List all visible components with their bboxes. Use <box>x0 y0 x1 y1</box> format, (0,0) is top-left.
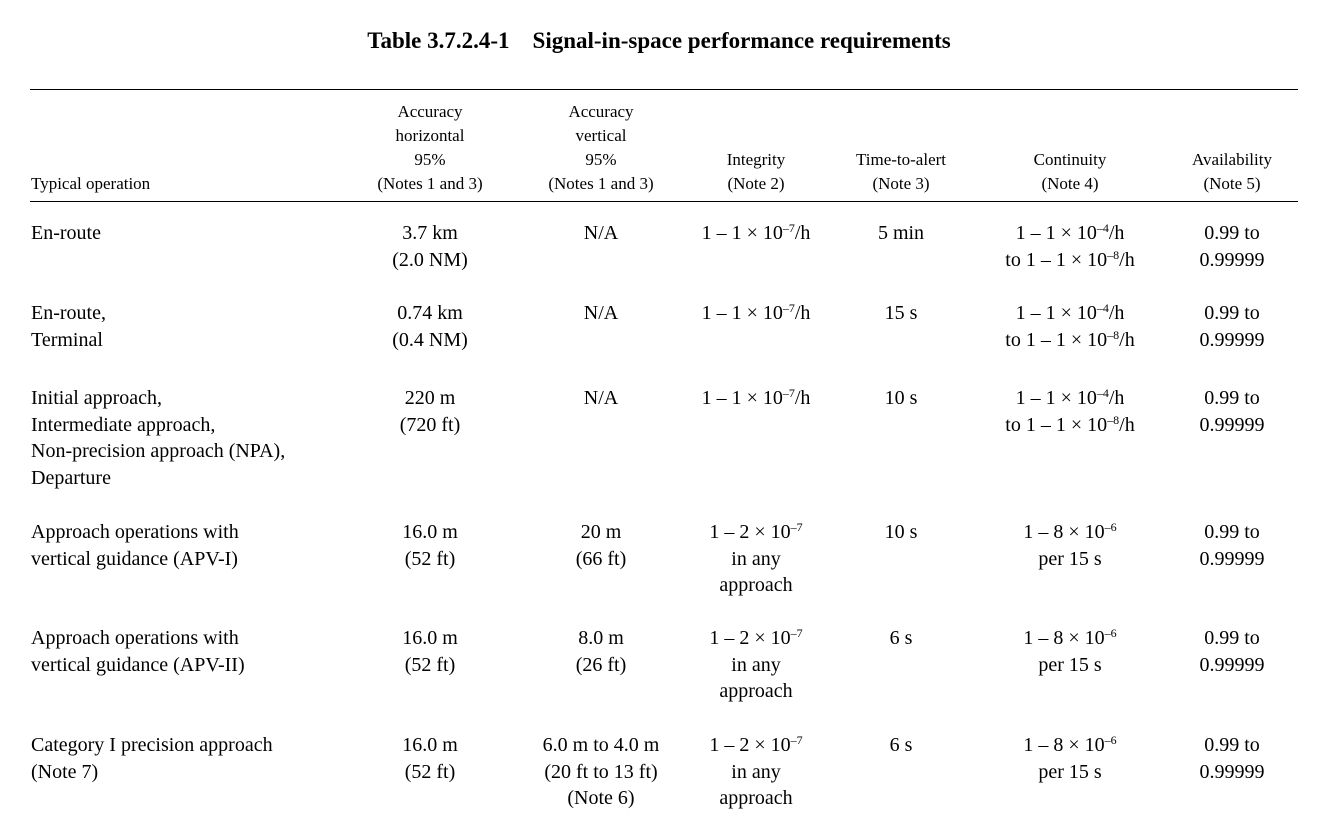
cell-line <box>970 300 1170 327</box>
cell-line: Terminal <box>31 328 103 351</box>
cell-line <box>680 652 832 679</box>
cell-operation <box>31 625 361 678</box>
cell-line <box>970 519 1170 546</box>
cell-line: (Note 6) <box>567 787 635 809</box>
exponent: –4 <box>1096 386 1109 400</box>
cell-integrity <box>680 732 832 812</box>
cell-text: 1 – 2 × 10 <box>709 734 791 756</box>
cell-line: 3.7 km <box>402 222 458 244</box>
cell-line: (Note 7) <box>31 760 99 783</box>
cell-line: vertical guidance (APV-II) <box>31 653 245 676</box>
cell-text: in any <box>731 760 781 783</box>
cell-operation <box>31 732 361 785</box>
top-rule <box>30 89 1298 90</box>
cell-tta <box>836 300 966 327</box>
cell-acc-v <box>520 220 682 247</box>
cell-availability <box>1170 732 1294 785</box>
cell-text: to 1 – 1 × 10 <box>1005 328 1108 351</box>
cell-acc-v <box>520 300 682 327</box>
header-line: horizontal <box>395 126 465 145</box>
cell-line: Approach operations with <box>31 521 239 543</box>
cell-line: (52 ft) <box>404 653 456 676</box>
header-continuity <box>970 148 1170 196</box>
header-line: (Notes 1 and 3) <box>548 174 654 193</box>
header-line: Accuracy <box>568 102 634 121</box>
cell-line: 5 min <box>877 222 925 244</box>
cell-acc-h <box>350 625 510 678</box>
header-line: Typical operation <box>31 174 151 193</box>
exponent: –6 <box>1104 520 1117 534</box>
cell-line: 15 s <box>884 302 918 324</box>
cell-line: Approach operations with <box>31 627 239 649</box>
cell-line: 10 s <box>884 387 918 409</box>
cell-line: 0.99999 <box>1199 547 1265 570</box>
cell-line: Initial approach, <box>31 387 163 409</box>
cell-line: 0.99 to <box>1204 387 1260 409</box>
exponent: –8 <box>1107 327 1120 342</box>
unit-suffix: /h <box>1119 413 1135 436</box>
cell-line: 8.0 m <box>578 627 624 649</box>
exponent: –6 <box>1104 733 1117 747</box>
cell-line <box>680 625 832 652</box>
header-tta <box>836 148 966 196</box>
cell-integrity <box>680 300 832 327</box>
cell-line <box>970 546 1170 573</box>
cell-line <box>970 247 1170 274</box>
table-title: Table 3.7.2.4-1 Signal-in-space performance requirements <box>367 28 951 53</box>
cell-availability <box>1170 519 1294 572</box>
cell-line: 220 m <box>404 387 456 409</box>
exponent: –7 <box>790 733 803 747</box>
cell-operation <box>31 385 361 491</box>
cell-line <box>680 572 832 599</box>
cell-text: 1 – 8 × 10 <box>1023 734 1105 756</box>
cell-text: 1 – 8 × 10 <box>1023 521 1105 543</box>
cell-text: 1 – 2 × 10 <box>709 521 791 543</box>
cell-line <box>680 220 832 247</box>
cell-line <box>680 300 832 327</box>
cell-availability <box>1170 300 1294 353</box>
cell-acc-h <box>350 220 510 273</box>
cell-line: Non-precision approach (NPA), <box>31 440 286 462</box>
exponent: –7 <box>782 301 795 315</box>
cell-line: Departure <box>31 466 111 489</box>
cell-availability <box>1170 385 1294 438</box>
unit-suffix: /h <box>1108 387 1125 409</box>
cell-tta <box>836 220 966 247</box>
cell-line: En-route, <box>31 302 106 324</box>
cell-availability <box>1170 220 1294 273</box>
cell-line: (2.0 NM) <box>392 248 468 271</box>
cell-text: per 15 s <box>1038 760 1102 783</box>
cell-continuity <box>970 300 1170 353</box>
cell-acc-h <box>350 300 510 353</box>
cell-line <box>680 678 832 705</box>
cell-acc-h <box>350 519 510 572</box>
cell-text: 1 – 1 × 10 <box>701 387 783 409</box>
cell-operation <box>31 300 361 353</box>
header-line: (Notes 1 and 3) <box>377 174 483 193</box>
cell-text: 1 – 2 × 10 <box>709 627 791 649</box>
cell-line: 0.99 to <box>1204 734 1260 756</box>
cell-line: 0.99999 <box>1199 248 1265 271</box>
header-availability <box>1170 148 1294 196</box>
header-acc-v <box>520 100 682 196</box>
cell-line: 0.99999 <box>1199 653 1265 676</box>
cell-tta <box>836 625 966 652</box>
cell-line: 0.99999 <box>1199 413 1265 436</box>
cell-line: En-route <box>31 222 101 244</box>
unit-suffix: /h <box>794 222 811 244</box>
header-acc-h <box>350 100 510 196</box>
cell-operation <box>31 519 361 572</box>
cell-line: (0.4 NM) <box>392 328 468 351</box>
cell-line: N/A <box>583 302 619 324</box>
cell-text: to 1 – 1 × 10 <box>1005 413 1108 436</box>
unit-suffix: /h <box>1119 328 1135 351</box>
exponent: –7 <box>782 221 795 235</box>
cell-tta <box>836 385 966 412</box>
cell-line <box>970 220 1170 247</box>
unit-suffix: /h <box>794 387 811 409</box>
cell-integrity <box>680 519 832 599</box>
cell-text: in any <box>731 653 781 676</box>
header-line: Accuracy <box>397 102 463 121</box>
cell-line <box>970 327 1170 354</box>
cell-tta <box>836 519 966 546</box>
cell-line: 0.99 to <box>1204 521 1260 543</box>
header-rule <box>30 201 1298 202</box>
cell-text: 1 – 8 × 10 <box>1023 627 1105 649</box>
cell-line: 16.0 m <box>402 734 458 756</box>
cell-line: 0.99 to <box>1204 627 1260 649</box>
cell-line: 6.0 m to 4.0 m <box>542 734 660 756</box>
cell-line: (26 ft) <box>575 653 627 676</box>
cell-line: N/A <box>583 222 619 244</box>
unit-suffix: /h <box>1108 302 1125 324</box>
cell-line: (52 ft) <box>404 760 456 783</box>
cell-line <box>970 732 1170 759</box>
header-line: (Note 3) <box>872 174 930 193</box>
header-line: Continuity <box>1033 150 1107 169</box>
cell-line: 16.0 m <box>402 627 458 649</box>
cell-text: 1 – 1 × 10 <box>1015 302 1097 324</box>
cell-line: 20 m <box>580 521 622 543</box>
header-line: (Note 4) <box>1041 174 1099 193</box>
unit-suffix: /h <box>1119 248 1135 271</box>
cell-line: (52 ft) <box>404 547 456 570</box>
cell-text: approach <box>719 574 793 596</box>
cell-line: Intermediate approach, <box>31 413 216 436</box>
cell-text: to 1 – 1 × 10 <box>1005 248 1108 271</box>
exponent: –8 <box>1107 412 1120 427</box>
cell-line: (720 ft) <box>399 413 461 436</box>
cell-line: Category I precision approach <box>31 734 273 756</box>
cell-line: N/A <box>583 387 619 409</box>
cell-integrity <box>680 625 832 705</box>
exponent: –8 <box>1107 247 1120 262</box>
exponent: –7 <box>790 626 803 640</box>
cell-text: 1 – 1 × 10 <box>701 222 783 244</box>
exponent: –4 <box>1096 301 1109 315</box>
cell-text: 1 – 1 × 10 <box>701 302 783 324</box>
header-line: Availability <box>1192 150 1272 169</box>
cell-acc-h <box>350 385 510 438</box>
cell-integrity <box>680 385 832 412</box>
cell-line <box>970 412 1170 439</box>
exponent: –6 <box>1104 626 1117 640</box>
exponent: –4 <box>1096 221 1109 235</box>
cell-tta <box>836 732 966 759</box>
cell-availability <box>1170 625 1294 678</box>
cell-acc-h <box>350 732 510 785</box>
cell-text: per 15 s <box>1038 547 1102 570</box>
cell-line <box>970 385 1170 412</box>
header-operation <box>31 172 361 196</box>
cell-line: 0.74 km <box>397 302 463 324</box>
cell-operation <box>31 220 361 247</box>
header-line: vertical <box>575 126 627 145</box>
cell-line <box>680 385 832 412</box>
cell-line <box>680 759 832 786</box>
cell-line: 6 s <box>889 734 913 756</box>
cell-text: approach <box>719 680 793 702</box>
cell-text: 1 – 1 × 10 <box>1015 387 1097 409</box>
cell-line: 0.99 to <box>1204 222 1260 244</box>
cell-continuity <box>970 385 1170 438</box>
cell-line <box>680 546 832 573</box>
unit-suffix: /h <box>1108 222 1125 244</box>
cell-continuity <box>970 220 1170 273</box>
cell-text: per 15 s <box>1038 653 1102 676</box>
cell-text: approach <box>719 787 793 809</box>
cell-line <box>970 759 1170 786</box>
cell-line: 0.99 to <box>1204 302 1260 324</box>
cell-line: 0.99999 <box>1199 760 1265 783</box>
cell-text: in any <box>731 547 781 570</box>
header-line: (Note 2) <box>727 174 785 193</box>
header-line: (Note 5) <box>1203 174 1261 193</box>
header-integrity <box>680 148 832 196</box>
exponent: –7 <box>790 520 803 534</box>
cell-continuity <box>970 732 1170 785</box>
cell-line <box>680 519 832 546</box>
unit-suffix: /h <box>794 302 811 324</box>
cell-line <box>680 785 832 812</box>
cell-line: 16.0 m <box>402 521 458 543</box>
cell-line: (66 ft) <box>575 547 627 570</box>
header-line: 95% <box>585 150 617 169</box>
header-line: 95% <box>414 150 446 169</box>
exponent: –7 <box>782 386 795 400</box>
cell-line <box>970 625 1170 652</box>
cell-acc-v <box>520 519 682 572</box>
header-line: Integrity <box>726 150 786 169</box>
cell-acc-v <box>520 625 682 678</box>
cell-line <box>970 652 1170 679</box>
header-line: Time-to-alert <box>855 150 947 169</box>
cell-continuity <box>970 519 1170 572</box>
cell-acc-v <box>520 732 682 812</box>
cell-line: 6 s <box>889 627 913 649</box>
cell-line: 10 s <box>884 521 918 543</box>
cell-text: 1 – 1 × 10 <box>1015 222 1097 244</box>
cell-continuity <box>970 625 1170 678</box>
cell-line <box>680 732 832 759</box>
cell-acc-v <box>520 385 682 412</box>
cell-integrity <box>680 220 832 247</box>
cell-line: vertical guidance (APV-I) <box>31 547 238 570</box>
cell-line: 0.99999 <box>1199 328 1265 351</box>
cell-line: (20 ft to 13 ft) <box>544 760 658 783</box>
